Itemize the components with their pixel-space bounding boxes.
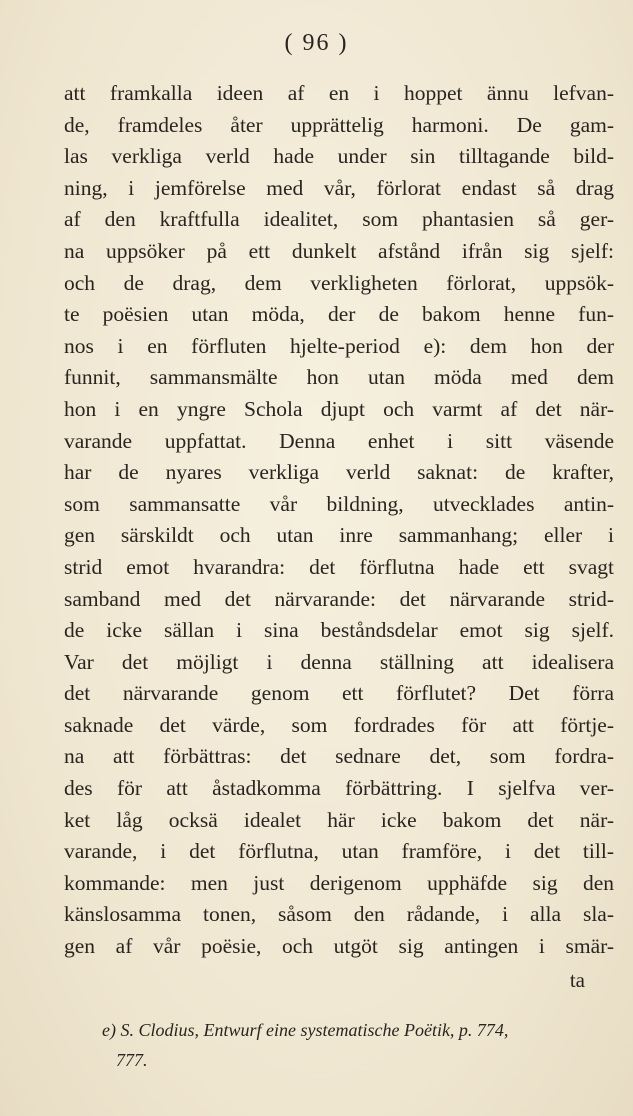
text-line: af den kraftfulla idealitet, som phantasien så ger-	[64, 207, 614, 232]
text-line: las verkliga verld hade under sin tilltagande bild-	[64, 144, 614, 169]
text-line: känslosamma tonen, såsom den rådande, i alla sla-	[64, 902, 614, 927]
text-line: na uppsöker på ett dunkelt afstånd ifrån sig sjelf:	[64, 238, 614, 263]
text-line: varande, i det förflutna, utan framföre, i det till-	[64, 839, 614, 864]
text-line: varande uppfattat. Denna enhet i sitt väsende	[64, 428, 614, 453]
text-line: samband med det närvarande: det närvarande strid-	[64, 586, 614, 611]
text-line: gen särskildt och utan inre sammanhang; eller i	[64, 523, 614, 548]
footnote	[102, 1015, 622, 1075]
text-line: de, framdeles åter upprättelig harmoni. De gam-	[64, 112, 614, 137]
text-line: som sammansatte vår bildning, utvecklades antin-	[64, 491, 614, 516]
text-line: saknade det värde, som fordrades för att förtje-	[64, 712, 614, 737]
text-line: nos i en förfluten hjelte-period e): dem hon der	[64, 333, 614, 358]
text-line: strid emot hvarandra: det förflutna hade ett svagt	[64, 554, 614, 579]
text-line: des för att åstadkomma förbättring. I sjelfva ver-	[64, 776, 614, 801]
text-line: ning, i jemförelse med vår, förlorat endast så drag	[64, 175, 614, 200]
text-line: ket låg ocksä idealet här icke bakom det när-	[64, 807, 614, 832]
catchword: ta	[569, 968, 585, 992]
footnote-line: e) S. Clodius, Entwurf eine systematische Poëtik, p. 774,	[102, 1020, 509, 1040]
text-line: har de nyares verkliga verld saknat: de krafter,	[64, 460, 614, 485]
text-line: kommande: men just derigenom upphäfde sig den	[64, 870, 614, 895]
body-text	[64, 78, 614, 963]
footnote-line: 777.	[116, 1050, 148, 1070]
text-line: det närvarande genom ett förflutet? Det förra	[64, 681, 614, 706]
text-line: att framkalla ideen af en i hoppet ännu lefvan-	[64, 81, 614, 105]
text-line: te poësien utan möda, der de bakom henne fun-	[64, 302, 614, 327]
text-line: och de drag, dem verkligheten förlorat, uppsök-	[64, 270, 614, 295]
text-line: hon i en yngre Schola djupt och varmt af det när-	[64, 396, 614, 421]
page-number: ( 96 )	[284, 30, 349, 56]
text-line: gen af vår poësie, och utgöt sig antingen i smär-	[64, 934, 614, 959]
text-line: de icke sällan i sina beståndsdelar emot sig sjelf.	[64, 618, 614, 643]
text-line: Var det möjligt i denna ställning att idealisera	[64, 649, 614, 674]
text-line: na att förbättras: det sednare det, som fordra-	[64, 744, 614, 769]
text-line: funnit, sammansmälte hon utan möda med dem	[64, 365, 614, 390]
